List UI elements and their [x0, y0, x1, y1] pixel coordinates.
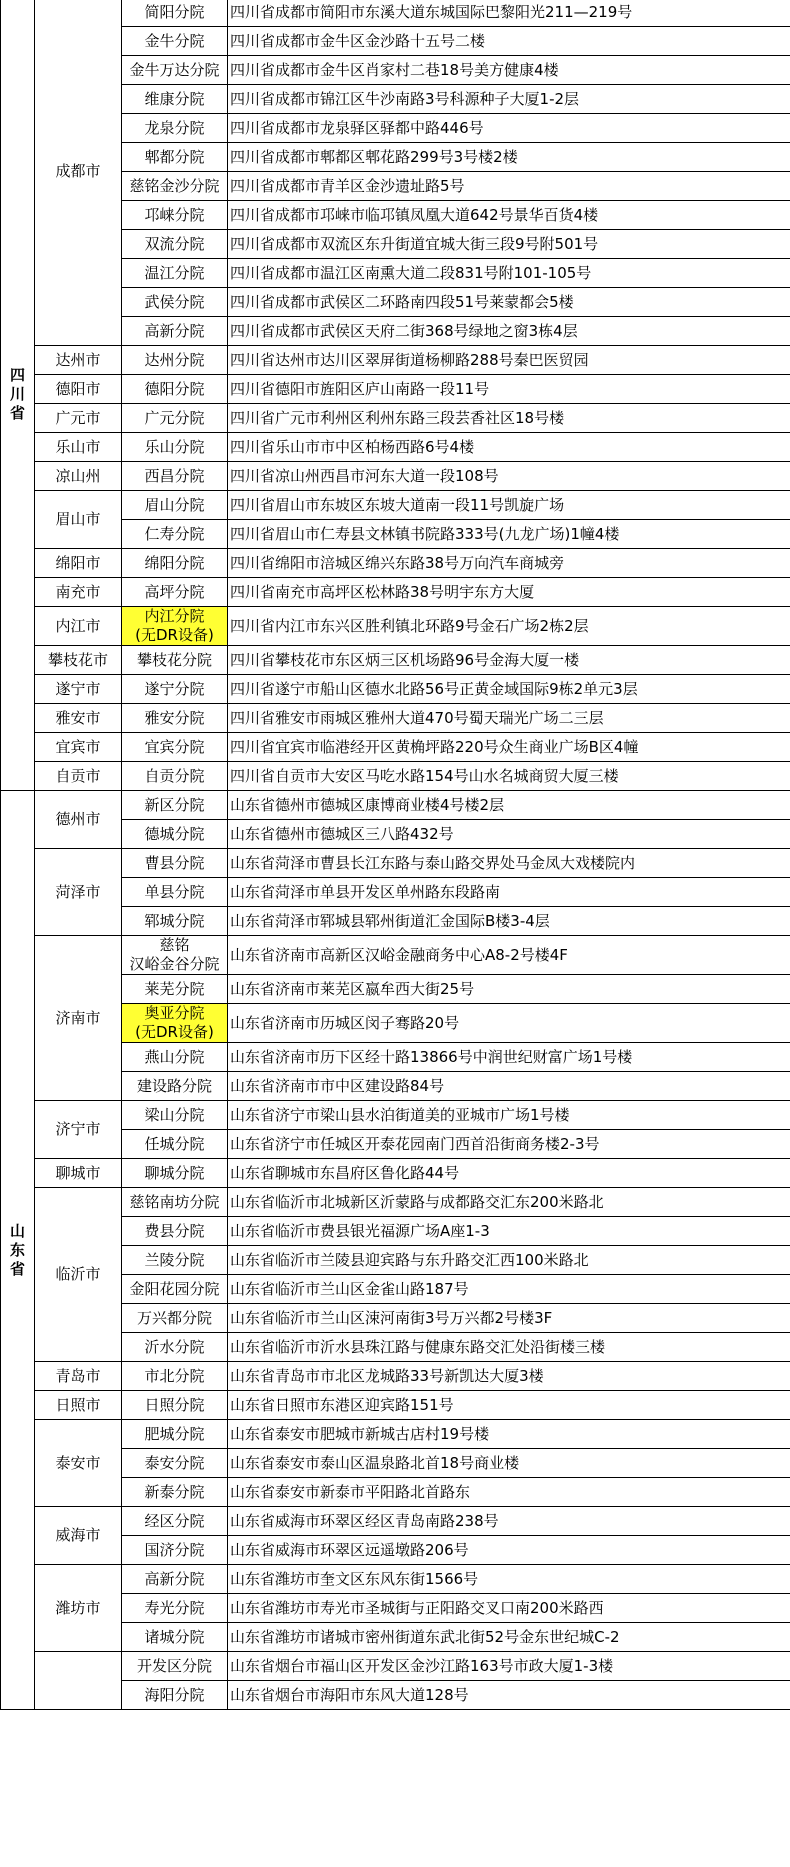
branch-name-cell — [122, 404, 228, 433]
branch-name-cell — [122, 762, 228, 791]
branch-address-cell: 山东省泰安市泰山区温泉路北首18号商业楼 — [228, 1449, 790, 1478]
table-row — [1, 733, 790, 762]
branch-address-cell: 四川省成都市武侯区二环路南四段51号莱蒙都会5楼 — [228, 288, 790, 317]
branch-name-cell — [122, 346, 228, 375]
branch-name: 双流分院 — [144, 234, 205, 253]
branch-address-cell: 四川省成都市郫都区郫花路299号3号楼2楼 — [228, 143, 790, 172]
branch-address-cell: 四川省南充市高坪区松林路38号明宇东方大厦 — [228, 578, 790, 607]
city-cell: 聊城市 — [35, 1159, 122, 1188]
branch-address-cell: 四川省广元市利州区利州东路三段芸香社区18号楼 — [228, 404, 790, 433]
city-cell: 德州市 — [35, 791, 122, 849]
branch-name: 寿光分院 — [144, 1598, 205, 1617]
branch-address-cell: 四川省凉山州西昌市河东大道一段108号 — [228, 462, 790, 491]
province-cell — [1, 791, 35, 1710]
branch-name: 温江分院 — [144, 263, 205, 282]
branch-address-table-body — [1, 0, 790, 1710]
branch-name-cell — [122, 1391, 228, 1420]
branch-name: 国济分院 — [144, 1540, 205, 1559]
city-cell: 青岛市 — [35, 1362, 122, 1391]
branch-address-cell: 山东省临沂市兰陵县迎宾路与东升路交汇西100米路北 — [228, 1246, 790, 1275]
branch-name-cell — [122, 646, 228, 675]
province-name-char: 省 — [9, 403, 25, 422]
city-cell: 日照市 — [35, 1391, 122, 1420]
branch-address-cell: 四川省成都市简阳市东溪大道东城国际巴黎阳光211—219号 — [228, 0, 790, 27]
branch-name-cell — [122, 1652, 228, 1681]
table-row — [1, 462, 790, 491]
branch-address-cell: 山东省济宁市任城区开泰花园南门西首沿街商务楼2-3号 — [228, 1130, 790, 1159]
branch-address-cell: 山东省泰安市肥城市新城古店村19号楼 — [228, 1420, 790, 1449]
city-cell — [35, 1652, 122, 1710]
table-row — [1, 491, 790, 520]
branch-name-cell — [122, 1478, 228, 1507]
table-row — [1, 646, 790, 675]
branch-name: 高新分院 — [144, 1569, 205, 1588]
branch-name-cell — [122, 1072, 228, 1101]
branch-address-cell: 四川省成都市温江区南熏大道二段831号附101-105号 — [228, 259, 790, 288]
city-cell: 济宁市 — [35, 1101, 122, 1159]
branch-name-cell — [122, 1420, 228, 1449]
branch-name-cell — [122, 143, 228, 172]
province-cell — [1, 0, 35, 791]
branch-name: 肥城分院 — [144, 1424, 205, 1443]
table-row — [1, 549, 790, 578]
city-cell: 凉山州 — [35, 462, 122, 491]
branch-name-cell — [122, 1159, 228, 1188]
branch-name-cell — [122, 936, 228, 975]
branch-name-cell — [122, 878, 228, 907]
branch-name: 武侯分院 — [144, 292, 205, 311]
branch-name: 慈铭 — [159, 936, 190, 954]
table-row — [1, 1101, 790, 1130]
city-cell: 绵阳市 — [35, 549, 122, 578]
branch-name-cell — [122, 849, 228, 878]
city-cell: 济南市 — [35, 936, 122, 1101]
branch-address-cell: 四川省德阳市旌阳区庐山南路一段11号 — [228, 375, 790, 404]
table-row — [1, 704, 790, 733]
branch-name: 简阳分院 — [144, 2, 205, 21]
city-cell: 雅安市 — [35, 704, 122, 733]
branch-name-cell — [122, 1362, 228, 1391]
branch-address-cell: 山东省烟台市福山区开发区金沙江路163号市政大厦1-3楼 — [228, 1652, 790, 1681]
branch-name-cell — [122, 607, 228, 646]
branch-address-cell: 山东省济南市市中区建设路84号 — [228, 1072, 790, 1101]
branch-name: 遂宁分院 — [144, 679, 205, 698]
branch-name: 攀枝花分院 — [136, 650, 212, 669]
branch-address-cell: 四川省达州市达川区翠屏街道杨柳路288号秦巴医贸园 — [228, 346, 790, 375]
branch-name-cell — [122, 375, 228, 404]
branch-name: 金牛万达分院 — [129, 60, 220, 79]
city-cell: 临沂市 — [35, 1188, 122, 1362]
branch-address-cell: 四川省绵阳市涪城区绵兴东路38号万向汽车商城旁 — [228, 549, 790, 578]
branch-address-cell: 四川省成都市武侯区天府二街368号绿地之窗3栋4层 — [228, 317, 790, 346]
table-row — [1, 1565, 790, 1594]
table-row — [1, 1159, 790, 1188]
branch-name: 龙泉分院 — [144, 118, 205, 137]
branch-address-cell: 四川省眉山市仁寿县文林镇书院路333号(九龙广场)1幢4楼 — [228, 520, 790, 549]
branch-address-cell: 山东省济宁市梁山县水泊街道美的亚城市广场1号楼 — [228, 1101, 790, 1130]
branch-name: 绵阳分院 — [144, 553, 205, 572]
branch-address-cell: 山东省泰安市新泰市平阳路北首路东 — [228, 1478, 790, 1507]
branch-name-cell — [122, 85, 228, 114]
branch-name: 诸城分院 — [144, 1627, 205, 1646]
branch-name: 高坪分院 — [144, 582, 205, 601]
branch-name: 郓城分院 — [144, 911, 205, 930]
table-row — [1, 762, 790, 791]
branch-name: 泰安分院 — [144, 1453, 205, 1472]
branch-address-cell: 山东省济南市历城区闵子骞路20号 — [228, 1004, 790, 1043]
branch-name: 仁寿分院 — [144, 524, 205, 543]
branch-address-cell: 山东省临沂市兰山区金雀山路187号 — [228, 1275, 790, 1304]
city-cell: 德阳市 — [35, 375, 122, 404]
city-cell: 乐山市 — [35, 433, 122, 462]
branch-note: 汉峪金谷分院 — [129, 955, 220, 973]
branch-address-cell: 四川省遂宁市船山区德水北路56号正黄金域国际9栋2单元3层 — [228, 675, 790, 704]
branch-name-cell — [122, 1043, 228, 1072]
city-cell: 南充市 — [35, 578, 122, 607]
branch-address-cell: 山东省德州市德城区康博商业楼4号楼2层 — [228, 791, 790, 820]
branch-name-cell — [122, 791, 228, 820]
branch-name-cell — [122, 1188, 228, 1217]
branch-name: 燕山分院 — [144, 1047, 205, 1066]
branch-address-cell: 山东省济南市历下区经十路13866号中润世纪财富广场1号楼 — [228, 1043, 790, 1072]
branch-name: 兰陵分院 — [144, 1250, 205, 1269]
branch-name: 邛崃分院 — [144, 205, 205, 224]
branch-name: 市北分院 — [144, 1366, 205, 1385]
branch-address-cell: 四川省成都市金牛区金沙路十五号二楼 — [228, 27, 790, 56]
table-row — [1, 1420, 790, 1449]
city-cell: 攀枝花市 — [35, 646, 122, 675]
branch-name-cell — [122, 288, 228, 317]
branch-address-cell: 四川省成都市龙泉驿区驿都中路446号 — [228, 114, 790, 143]
table-row — [1, 1362, 790, 1391]
branch-name: 郫都分院 — [144, 147, 205, 166]
table-row — [1, 675, 790, 704]
branch-name-cell — [122, 114, 228, 143]
city-cell: 内江市 — [35, 607, 122, 646]
branch-address-cell: 山东省济南市莱芜区嬴牟西大街25号 — [228, 975, 790, 1004]
province-name-char: 川 — [9, 384, 25, 403]
province-name-char: 山 — [9, 1221, 25, 1240]
city-cell: 宜宾市 — [35, 733, 122, 762]
branch-name-cell — [122, 1004, 228, 1043]
branch-name: 万兴都分院 — [136, 1308, 212, 1327]
branch-name-cell — [122, 1623, 228, 1652]
branch-name-cell — [122, 1217, 228, 1246]
city-cell: 眉山市 — [35, 491, 122, 549]
branch-name-cell — [122, 259, 228, 288]
city-cell: 潍坊市 — [35, 1565, 122, 1652]
branch-name: 眉山分院 — [144, 495, 205, 514]
city-cell: 广元市 — [35, 404, 122, 433]
branch-name: 达州分院 — [144, 350, 205, 369]
branch-address-cell: 山东省威海市环翠区远遥墩路206号 — [228, 1536, 790, 1565]
branch-name: 日照分院 — [144, 1395, 205, 1414]
branch-name: 奥亚分院 — [144, 1004, 205, 1022]
branch-name-cell — [122, 201, 228, 230]
branch-address-cell: 山东省临沂市兰山区涑河南街3号万兴都2号楼3F — [228, 1304, 790, 1333]
branch-name: 单县分院 — [144, 882, 205, 901]
branch-name: 新泰分院 — [144, 1482, 205, 1501]
branch-name-cell — [122, 1130, 228, 1159]
city-cell: 自贡市 — [35, 762, 122, 791]
branch-address-cell: 山东省临沂市费县银光福源广场A座1-3 — [228, 1217, 790, 1246]
branch-name-cell — [122, 578, 228, 607]
city-cell: 泰安市 — [35, 1420, 122, 1507]
branch-name: 莱芜分院 — [144, 979, 205, 998]
table-row — [1, 375, 790, 404]
table-row — [1, 849, 790, 878]
branch-name: 宜宾分院 — [144, 737, 205, 756]
branch-name-cell — [122, 1333, 228, 1362]
branch-address-cell: 四川省成都市青羊区金沙遗址路5号 — [228, 172, 790, 201]
branch-address-cell: 四川省成都市邛崃市临邛镇凤凰大道642号景华百货4楼 — [228, 201, 790, 230]
branch-name-cell — [122, 172, 228, 201]
branch-address-cell: 四川省成都市金牛区肖家村二巷18号美方健康4楼 — [228, 56, 790, 85]
city-cell: 威海市 — [35, 1507, 122, 1565]
branch-name-cell — [122, 1681, 228, 1710]
branch-name-cell — [122, 1304, 228, 1333]
branch-address-cell: 山东省日照市东港区迎宾路151号 — [228, 1391, 790, 1420]
branch-name-cell — [122, 733, 228, 762]
branch-address-cell: 山东省菏泽市单县开发区单州路东段路南 — [228, 878, 790, 907]
branch-name: 曹县分院 — [144, 853, 205, 872]
branch-name: 建设路分院 — [136, 1076, 212, 1095]
branch-address-cell: 山东省临沂市沂水县珠江路与健康东路交汇处沿街楼三楼 — [228, 1333, 790, 1362]
branch-address-cell: 四川省自贡市大安区马吃水路154号山水名城商贸大厦三楼 — [228, 762, 790, 791]
branch-name-cell — [122, 56, 228, 85]
branch-name-cell — [122, 230, 228, 259]
branch-name: 沂水分院 — [144, 1337, 205, 1356]
branch-address-cell: 山东省临沂市北城新区沂蒙路与成都路交汇东200米路北 — [228, 1188, 790, 1217]
table-row — [1, 578, 790, 607]
branch-name: 雅安分院 — [144, 708, 205, 727]
branch-name: 西昌分院 — [144, 466, 205, 485]
branch-name-cell — [122, 462, 228, 491]
city-cell: 菏泽市 — [35, 849, 122, 936]
branch-name-cell — [122, 820, 228, 849]
branch-name: 金阳花园分院 — [129, 1279, 220, 1298]
branch-name-cell — [122, 907, 228, 936]
table-row — [1, 433, 790, 462]
branch-address-cell: 四川省内江市东兴区胜利镇北环路9号金石广场2栋2层 — [228, 607, 790, 646]
branch-name: 梁山分院 — [144, 1105, 205, 1124]
branch-address-cell: 四川省眉山市东坡区东坡大道南一段11号凯旋广场 — [228, 491, 790, 520]
branch-name-cell — [122, 675, 228, 704]
branch-address-cell: 山东省烟台市海阳市东风大道128号 — [228, 1681, 790, 1710]
branch-note: (无DR设备) — [135, 1023, 214, 1041]
table-row — [1, 607, 790, 646]
branch-name: 自贡分院 — [144, 766, 205, 785]
branch-name: 维康分院 — [144, 89, 205, 108]
branch-name-cell — [122, 520, 228, 549]
branch-name-cell — [122, 975, 228, 1004]
branch-name: 任城分院 — [144, 1134, 205, 1153]
branch-name-cell — [122, 1275, 228, 1304]
branch-name: 聊城分院 — [144, 1163, 205, 1182]
branch-address-cell: 山东省德州市德城区三八路432号 — [228, 820, 790, 849]
branch-address-cell: 山东省威海市环翠区经区青岛南路238号 — [228, 1507, 790, 1536]
branch-name-cell — [122, 704, 228, 733]
branch-address-cell: 四川省雅安市雨城区雅州大道470号蜀天瑞光广场二三层 — [228, 704, 790, 733]
branch-name-cell — [122, 1594, 228, 1623]
city-cell: 成都市 — [35, 0, 122, 346]
branch-address-cell: 山东省济南市高新区汉峪金融商务中心A8-2号楼4F — [228, 936, 790, 975]
branch-address-cell: 山东省潍坊市奎文区东风东街1566号 — [228, 1565, 790, 1594]
branch-name: 广元分院 — [144, 408, 205, 427]
branch-address-cell: 山东省菏泽市曹县长江东路与泰山路交界处马金凤大戏楼院内 — [228, 849, 790, 878]
branch-name: 费县分院 — [144, 1221, 205, 1240]
branch-name-cell — [122, 27, 228, 56]
table-row — [1, 791, 790, 820]
branch-name: 慈铭南坊分院 — [129, 1192, 220, 1211]
branch-address-cell: 山东省青岛市市北区龙城路33号新凯达大厦3楼 — [228, 1362, 790, 1391]
branch-name: 内江分院 — [144, 607, 205, 625]
branch-address-cell: 四川省攀枝花市东区炳三区机场路96号金海大厦一楼 — [228, 646, 790, 675]
branch-name: 乐山分院 — [144, 437, 205, 456]
branch-name: 德阳分院 — [144, 379, 205, 398]
branch-name-cell — [122, 1246, 228, 1275]
table-row — [1, 0, 790, 27]
branch-address-cell: 山东省潍坊市诸城市密州街道东武北街52号金东世纪城C-2 — [228, 1623, 790, 1652]
branch-address-cell: 四川省乐山市市中区柏杨西路6号4楼 — [228, 433, 790, 462]
branch-name-cell — [122, 491, 228, 520]
branch-name-cell — [122, 549, 228, 578]
table-row — [1, 1652, 790, 1681]
branch-name: 新区分院 — [144, 795, 205, 814]
province-name-char: 省 — [9, 1259, 25, 1278]
table-row — [1, 936, 790, 975]
city-cell: 达州市 — [35, 346, 122, 375]
branch-name-cell — [122, 317, 228, 346]
branch-name: 经区分院 — [144, 1511, 205, 1530]
table-row — [1, 346, 790, 375]
branch-name: 金牛分院 — [144, 31, 205, 50]
branch-name: 德城分院 — [144, 824, 205, 843]
table-row — [1, 1188, 790, 1217]
branch-address-cell: 四川省成都市双流区东升街道宜城大街三段9号附501号 — [228, 230, 790, 259]
branch-name-cell — [122, 0, 228, 27]
branch-name-cell — [122, 1536, 228, 1565]
branch-address-cell: 山东省潍坊市寿光市圣城街与正阳路交叉口南200米路西 — [228, 1594, 790, 1623]
branch-note: (无DR设备) — [135, 626, 214, 644]
branch-name: 开发区分院 — [136, 1656, 212, 1675]
branch-name: 高新分院 — [144, 321, 205, 340]
branch-address-cell: 山东省聊城市东昌府区鲁化路44号 — [228, 1159, 790, 1188]
city-cell: 遂宁市 — [35, 675, 122, 704]
branch-name-cell — [122, 433, 228, 462]
branch-name: 海阳分院 — [144, 1685, 205, 1704]
table-row — [1, 1507, 790, 1536]
branch-name-cell — [122, 1565, 228, 1594]
province-name-char: 东 — [9, 1240, 25, 1259]
branch-address-cell: 四川省宜宾市临港经开区黄桷坪路220号众生商业广场B区4幢 — [228, 733, 790, 762]
branch-address-cell: 四川省成都市锦江区牛沙南路3号科源种子大厦1-2层 — [228, 85, 790, 114]
branch-name-cell — [122, 1507, 228, 1536]
table-row — [1, 1391, 790, 1420]
province-name-char: 四 — [9, 365, 25, 384]
branch-name-cell — [122, 1449, 228, 1478]
table-row — [1, 404, 790, 433]
branch-name: 慈铭金沙分院 — [129, 176, 220, 195]
branch-name-cell — [122, 1101, 228, 1130]
branch-address-cell: 山东省菏泽市郓城县郓州街道汇金国际B楼3-4层 — [228, 907, 790, 936]
